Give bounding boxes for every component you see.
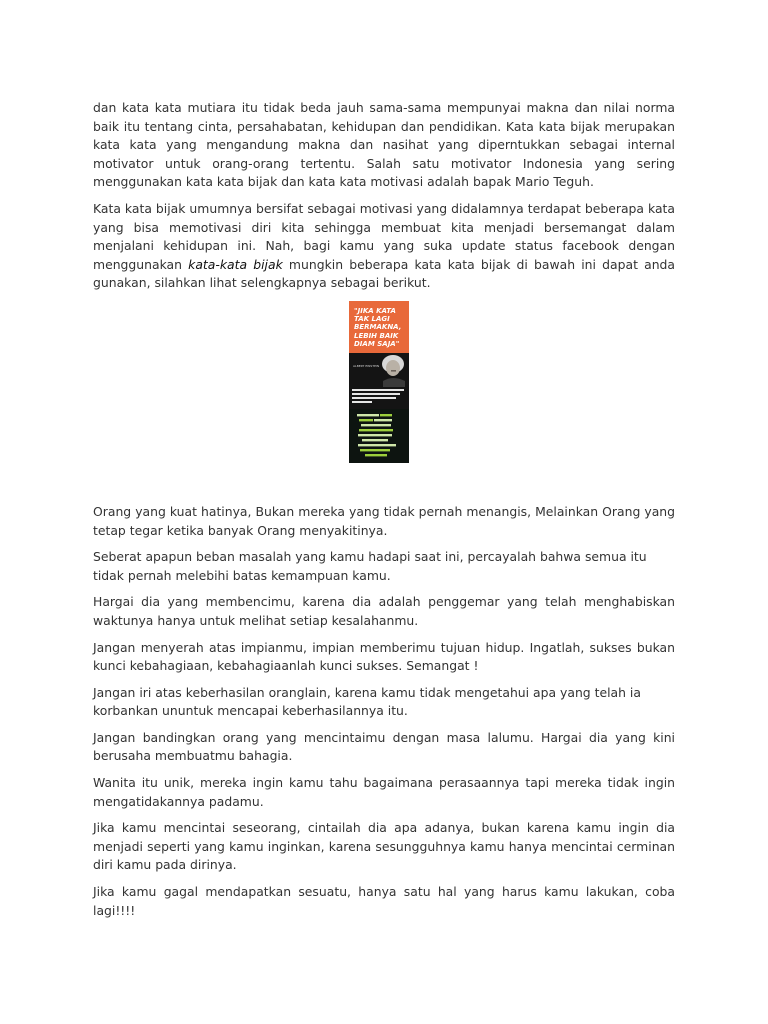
intro-text-before: Kata kata bijak umumnya bersifat sebagai motivasi yang didalamnya terdapat beberapa kata yang bisa memotivasi diri kita sehingga membuat kita menjadi bersemangat dalam menjalani kehidupan ini. Nah, bagi kamu yang suka update status facebook dengan menggunakan — [93, 200, 675, 272]
quote-paragraph: Jangan bandingkan orang yang mencintaimu dengan masa lalumu. Hargai dia yang kini berusaha membuatmu bahagia. — [93, 729, 675, 764]
quote-paragraph: Wanita itu unik, mereka ingin kamu tahu bagaimana perasaannya tapi mereka tidak ingin mengatidakannya padamu. — [93, 775, 675, 809]
quote-paragraph: Seberat apapun beban masalah yang kamu hadapi saat ini, percayalah bahwa semua itu tidak pernah melebihi batas kemampuan kamu. — [93, 549, 647, 583]
quote-image-author: ALBERT EINSTEIN — [353, 363, 380, 368]
quote-image — [349, 301, 409, 463]
intro-text-after: mungkin beberapa kata kata bijak di bawah ini dapat anda gunakan, silahkan lihat selengkapnya sebagai berikut. — [93, 256, 675, 291]
quote-paragraph: Jangan iri atas keberhasilan oranglain, karena kamu tidak mengetahui apa yang telah ia korbankan ununtuk mencapai keberhasilannya itu. — [93, 684, 641, 719]
keyword-link[interactable]: kata-kata bijak — [188, 256, 283, 272]
quote-image-line-1: "JIKA KATA — [354, 306, 396, 315]
quote-paragraph: Jika kamu gagal mendapatkan sesuatu, hanya satu hal yang harus kamu lakukan, coba lagi!!!! — [93, 884, 675, 918]
quote-image-line-2: TAK LAGI — [354, 314, 390, 323]
quote-paragraph: Jika kamu mencintai seseorang, cintailah dia apa adanya, bukan karena kamu ingin dia menjadi seperti yang kamu inginkan, karena sesungguhnya kamu hanya mencintai cerminan diri kamu pada dirinya. — [93, 820, 675, 873]
article-body — [93, 99, 675, 928]
quote-image-line-5: DIAM SAJA" — [354, 339, 400, 348]
quote-image-line-3: BERMAKNA, — [354, 322, 402, 331]
portrait-face — [386, 360, 400, 376]
quote-image-line-4: LEBIH BAIK — [354, 331, 399, 340]
paragraph-intro-2 — [93, 200, 675, 293]
quote-paragraph: Jangan menyerah atas impianmu, impian memberimu tujuan hidup. Ingatlah, sukses bukan kunci kebahagiaan, kebahagiaanlah kunci sukses. Semangat ! — [93, 639, 675, 674]
quote-paragraph: Hargai dia yang membencimu, karena dia adalah penggemar yang telah menghabiskan waktunya hanya untuk melihat setiap kesalahanmu. — [93, 594, 675, 628]
spacer — [93, 463, 675, 503]
paragraph-intro-1: dan kata kata mutiara itu tidak beda jauh sama-sama mempunyai makna dan nilai norma baik itu tentang cinta, persahabatan, kehidupan dan pendidikan. Kata kata bijak merupakan kata kata yang mengandung makna dan nasihat yang diperntukkan sebagai internal motivator untuk orang-orang tertentu. Salah satu motivator Indonesia yang sering menggunakan kata kata bijak dan kata kata motivasi adalah bapak Mario Teguh. — [93, 100, 675, 190]
quote-paragraph: Orang yang kuat hatinya, Bukan mereka yang tidak pernah menangis, Melainkan Orang yang tetap tegar ketika banyak Orang menyakitinya. — [93, 503, 675, 538]
